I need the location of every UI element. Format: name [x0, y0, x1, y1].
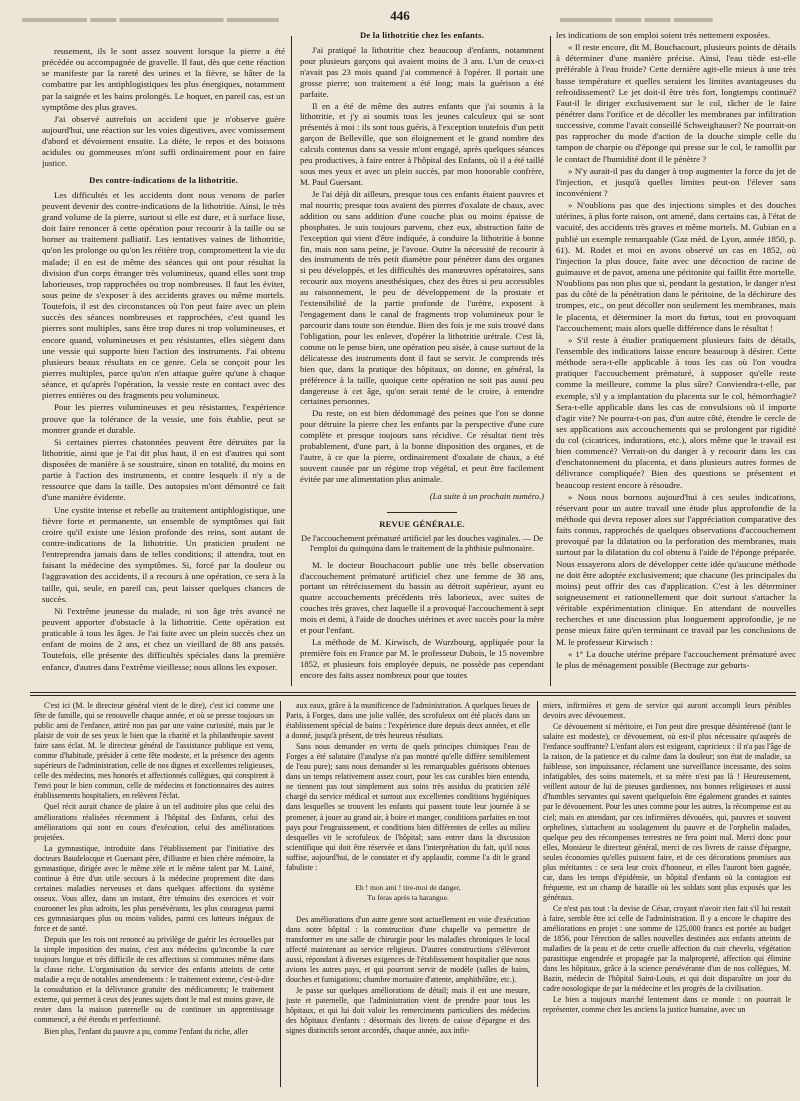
verse-quote [286, 883, 530, 903]
paragraph: Ce dévouement si méritoire, et l'on peut dire presque désintéressé (tant le salaire est modeste), ce dévouement, où est-il plus nécessaire qu'auprès de l'enfance souffrante? L'enfant alors est exigeant, capricieux : il n'a pas l'âge de la raison, de la patience et du calme dans la douleur; son état de maladie, sa faiblesse, son impuissance, réclament une surveillance incessante, des soins infatigables, des soins maternels, et sa mère n'est pas là ! Heureusement, veillent autour de lui de pieuses gardiennes, nos bonnes religieuses et aussi d'humbles servantes qui savent quelquefois être également grandes et saintes par le dévouement. Pour les unes comme pour les autres, la récompense est au ciel; mais en attendant, par ces infirmières dévouées, qui, pauvres et souvent orphelines, s'attachent au soulagement du pauvre et de l'orphelin malades, quelque peu des récompenses terrestres ne fera point mal. Merci donc pour elles, Monsieur le directeur général, merci de ces livrets de caisse d'épargne, seules économies qu'elles puissent faire, et de ces décorations promises aux plus méritantes : ce sera leur croix d'honneur, et elles l'auront bien gagnée, car, dans les temps d'épidémie, un hôpital d'enfants où la contagion est fréquente, est un champ de bataille où les soldats sont plus exposés que les généraux. [543, 722, 791, 902]
paragraph: « 1° La douche utérine prépare l'accouchement prématuré avec le plus de ménagement possible (Bectrage zur geburts- [556, 648, 796, 670]
continuation-note: (La suite à un prochain numéro.) [429, 490, 544, 501]
separator-rule [387, 512, 457, 513]
article-column-3 [556, 30, 796, 686]
column-divider [550, 36, 551, 686]
paragraph: « Il reste encore, dit M. Bouchacourt, plusieurs points de détails à déterminer d'une manière précise. Ainsi, l'eau tiède est-elle préférable à l'eau froide? Cette dernière agit-elle mieux à une très basse température et quelles seraient les limites avantageuses du refroidissement? Le jet doit-il être très fort, longtemps continué? Faut-il le diriger exclusivement sur le col, tâcher de le faire pénétrer dans l'orifice et de décoller les membranes par infiltration successive, comme l'avait conseillé Schweighauser? Ne pourrait-on pas rapprocher du mode d'action de la douche simple celle du tampon de charpie ou d'éponge qui presse sur le col, le ramollit par le contact de l'humidité dont il le pénètre ? [556, 42, 796, 164]
paragraph: les indications de son emploi soient très nettement exposées. [556, 30, 771, 40]
feuilleton-divider [30, 695, 796, 696]
paragraph: Il en a été de même des autres enfants que j'ai soumis à la lithotritie, et j'y ai soumis tous les jeunes calculeux qui se sont présentés à moi : ils sont tous guéris, à l'exception toutefois d'un petit garçon de Belleville, que son éloignement et le grand nombre des calculs contenus dans sa vessie m'ont engagé, après quelques séances peu productives, à faire entrer à l'hôpital des Enfants, où il a été taillé sous mes yeux et avec un plein succès, par mon honorable confrère, M. Paul Guersant. [300, 100, 544, 187]
paragraph: La gymnastique, introduite dans l'établissement par l'initiative des docteurs Baudelocque et Guersant père, d'illustre et bien chère mémoire, la gymnastique, dirigée avec le même zèle et le même talent par M. Lainé, continue à être d'un utile secours à la médecine proprement dite dans certaines maladies nerveuses et dans quelques affections du système osseux. Vous allez, dans un instant, être témoins des exercices et voir couronner les plus adroits, les plus persévérants, les plus courageux parmi ces gymnasiarques plus ou moins valides, parmi ces lutteurs inégaux de force et de santé. [34, 843, 274, 934]
paragraph: Depuis que les rois ont renoncé au privilège de guérir les écrouelles par la simple imposition des mains, c'est aux médecins qu'incombe la cure toujours longue et très difficile de ces affections si communes même dans la classe riche. L'organisation du service des enfants atteints de cette maladie a reçu de notables amendements : le traitement externe, c'est-à-dire la consultation et la délivrance gratuite des médicaments; le traitement externe, qui permet à ceux des jeunes sujets dont le mal est moins grave, de rester dans la maison paternelle ou de continuer un apprentissage commencé, a été étendu et perfectionné. [34, 935, 274, 1025]
page-header [0, 8, 800, 30]
page-number: 446 [390, 8, 410, 23]
bleed-through-text: ▬▬▬▬ ▬▬ ▬▬ ▬▬▬ [560, 10, 713, 25]
paragraph: J'ai observé autrefois un accident que je n'observe guère aujourd'hui, une réaction sur les voies digestives, avec vomissement d'abord et dévoiement ensuite. La diète, le repos et des boissons acidules ou gommeuses m'ont suffi ordinairement pour en faire justice. [42, 113, 285, 169]
section-summary: De l'accouchement prématuré artificiel par les douches vaginales. — De l'emploi du quinquina dans le traitement de la phthisie pulmonaire. [301, 533, 543, 553]
paragraph: Le bien a toujours marché lentement dans ce monde : on pourrait le représenter, comme chez les anciens la justice humaine, avec un [543, 995, 791, 1015]
paragraph: Je passe sur quelques améliorations de détail; mais il est une mesure, juste et paternelle, que l'administration vient de prendre pour tous les hôpitaux, et qui lui doit valoir les remerciments particuliers des médecins des hôpitaux d'enfants : désormais des livrets de caisse d'épargne et des signes distinctifs seront accordés, chaque année, aux infir- [286, 986, 530, 1036]
article-column-1 [42, 46, 285, 686]
article-column-2 [300, 30, 544, 686]
paragraph: » N'oublions pas que des injections simples et des douches utérines, à plus forte raison, ont amené, dans certains cas, à l'état de vacuité, des accidents très graves et même mortels. M. Gubian en a publié un exemple remarquable (Gaz méd. de Lyon, année 1850, p. 61). M. Rodet et moi en avons observé un cas en 1852, où l'injection la plus douce, faite avec une décoction de racine de guimauve et de pavot, amena une péritonite qui faillit être mortelle. N'oublions pas non plus que si, pendant la gestation, le danger n'est pas du côté de la pénétration dans le péritoine, de la déchirure des trompes, etc., on peut décoller non seulement les membranes, mais le placenta, et déterminer la mort du fœtus, tout en provoquant l'accouchement; mais alors quelle différence dans le résultat ! [556, 200, 796, 333]
bleed-through-text: ▬▬▬▬▬ ▬▬ ▬▬▬▬▬▬▬▬ ▬▬▬▬ [22, 10, 279, 25]
column-divider [537, 701, 538, 1087]
paragraph: Une cystite intense et rebelle au traitement antiphlogistique, une fièvre forte et permanente, un ensemble de symptômes qui fait croire qu'il existe une lésion profonde des reins, sont autant de contre-indications de la lithotritie. Un praticien prudent ne l'entreprendra jamais dans de telles conditions; il attendra, tout en faisant la médecine des symptômes. Si, forcé par la douleur ou l'aggravation des accidents, il a recours à une opération, ce sera à la taille, qui, seule, en pareil cas, peut laisser quelques chances de succès. [42, 504, 285, 604]
section-heading: De la lithotritie chez les enfants. [360, 30, 484, 40]
paragraph: Sans nous demander en vertu de quels principes chimiques l'eau de Forges a été salutaire (l'analyse n'a pas montré qu'elle diffère sensiblement de l'eau pure); sans nous demander si les remarquables guérisons obtenues dans un temps relativement assez court, pour les cas curables bien entendu, ne tiennent pas tout simplement aux soins très assidus du praticien zélé chargé du service médical et surtout aux excellentes conditions hygiéniques dans lesquelles se trouvent les enfants qui passent toute leur journée à se promener, à jouer au grand air, à boire et manger, conditions parfaites en tout pays pour l'engraissement, et conditions bien différentes de celles au milieu desquelles vit le scrofuleux de l'hôpital; sans entrer dans la discussion scientifique qui doit être réservée et dans l'interprétation du fait, qu'il nous suffise, aujourd'hui, de le constater et d'y applaudir, comme l'a dit le grand fabuliste : [286, 742, 530, 872]
paragraph: Ni l'extrême jeunesse du malade, ni son âge très avancé ne peuvent apporter d'obstacle à la lithotritie. Cette opération est praticable à tous les âges. Je l'ai faite avec un plein succès chez un enfant de moins de 2 ans, et chez un vieillard de 88 ans passés. Toutefois, elle présente des difficultés spéciales dans la première enfance, d'autres dans l'extrême vieillesse; nous allons les exposer. [42, 605, 285, 672]
paragraph: Bien plus, l'enfant du pauvre a pu, comme l'enfant du riche, aller [44, 1026, 248, 1036]
feuilleton-column-3 [543, 701, 791, 1087]
paragraph: Des améliorations d'un autre genre sont actuellement en voie d'exécution dans notre hôpital : la construction d'une chapelle va permettre de transformer en une salle de chirurgie pour les maladies chroniques le local affecté maintenant au service religieux. D'autres constructions s'élèveront aussi, répondant à diverses exigences de l'établissement hospitalier que nous avions les autres pays, et qui pourront servir de modèle (salles de bains, douches et fumigations; chambre mortuaire d'attente, amphithéâtre, etc.). [286, 914, 530, 985]
paragraph: Je l'ai déjà dit ailleurs, presque tous ces enfants étaient pauvres et mal nourris; presque tous avaient des pierres d'oxalate de chaux, avec addition ou sans addition d'une couche plus ou moins épaisse de phosphates. Je suis toujours parvenu, chez eux, abstraction faite de l'exception qui vient d'être indiquée, à conduire la lithotritie à bonne fin, mais non sans peine, je l'avoue. Outre la nécessité de recourir à des instruments de très petit diamètre pour pénétrer dans des organes si peu développés, et les difficultés des manœuvres opératoires, sans recourir aux moyens anesthésiques, chez des êtres si peu accessibles au raisonnement, le peu de développement de la prostate et l'extensibilité de la partie profonde de l'urètre, exposent à l'engagement dans le canal de fragments trop volumineux pour le parcourir dans toute son étendue. Bien des fois je me suis trouvé dans l'obligation, pour les enlever, d'opérer la lithotritie urétrale. C'est là, comme on le pense bien, une opération peu aisée, à cause surtout de la délicatesse des instruments dont il faut se servir. Je comprends très bien que, dans la pratique des hôpitaux, on donne, en général, la préférence à la taille, quoique cette opération ne soit pas aussi peu dangereuse à cet âge, qu'on serait tenté de le croire, à entendre certaines personnes. [300, 188, 544, 407]
paragraph: Si certaines pierres chatonnées peuvent être détruites par la lithotritie, ainsi que je l'ai dit plus haut, il en est d'autres qui sont disposées de manière à se soustraire, sinon en totalité, du moins en partie à l'action des instruments, et contre lesquels il n'y a de ressource que dans la taille. Des autopsies m'ont démontré ce fait d'une manière évidente. [42, 436, 285, 503]
paragraph: reusement, ils le sont assez souvent lorsque la pierre a été précédée ou accompagnée de gravelle. Il faut, dès que cette réaction se manifeste par la rareté des urines et la fièvre, se hâter de la combattre par les antiphlogistiques les plus énergiques, notamment par la saignée et les bains prolongés. Le hoquet, en pareil cas, est un symptôme des plus graves. [42, 46, 285, 112]
paragraph: aux eaux, grâce à la munificence de l'administration. A quelques lieues de Paris, à Forges, dans une jolie vallée, des scrofuleux ont été placés dans un établissement spécial de bains : l'expérience dure depuis deux années, et elle a donné, jusqu'à présent, de très heureux résultats. [286, 701, 530, 741]
paragraph: » N'y aurait-il pas du danger à trop augmenter la force du jet de l'injection, et jusqu'à quelles limites peut-on l'élever sans inconvénient ? [556, 165, 796, 198]
paragraph: J'ai pratiqué la lithotritie chez beaucoup d'enfants, notamment pour plusieurs garçons qui avaient moins de 3 ans. L'un de ceux-ci n'avait pas 23 mois quand j'ai commencé à l'opérer. Il portait une grosse pierre; son traitement a été long; mais la guérison a été parfaite. [300, 44, 544, 99]
paragraph: La méthode de M. Kirwisch, de Wurzbourg, appliquée pour la première fois en France par M. le professeur Dubois, le 15 novembre 1852, et plusieurs fois employée depuis, ne possède pas cependant encore des faits assez nombreux pour que toutes [300, 637, 544, 680]
section-heading: Des contre-indications de la lithotritie. [89, 174, 238, 185]
column-divider [280, 701, 281, 1087]
paragraph: miers, infirmières et gens de service qui auront accompli leurs pénibles devoirs avec dévouement. [543, 701, 791, 721]
paragraph: C'est ici (M. le directeur général vient de le dire), c'est ici comme une fête de famille, qui se renouvelle chaque année, et où se presse toujours un public ami de l'enfance, attiré non pas par une vaine curiosité, mais par le plaisir de voir de ses yeux le bien que la charité et la philanthropie savent faire sans éclat. M. le directeur général de l'assistance publique est venu, comme d'habitude, présider à cette fête modeste, et la présence des agents supérieurs de l'administration, celle de nos dignes et excellentes religieuses, celle des médecins, mes honorés et affectionnés collègues, qui conspirent à l'envi pour le bien commun, celle de médecins et fonctionnaires des autres établissements hospitaliers, en relèvent l'éclat. [34, 701, 274, 801]
paragraph: M. le docteur Bouchacourt publie une très belle observation d'accouchement prématuré artificiel chez une femme de 38 ans, portant un rétrécissement du bassin au détroit supérieur, ayant eu quatre accouchements précédents très laborieux, avec suites de couches très graves, chez laquelle il a provoqué l'accouchement à sept mois et demi, à l'aide de douches utérines et avec succès pour la mère et pour l'enfant. [300, 559, 544, 636]
paragraph: Du reste, on est bien dédommagé des peines que l'on se donne pour détruire la pierre chez les enfants par la perspective d'une cure complète et presque toujours sans récidive. Ce résultat tient très probablement, d'une part, à la bonne disposition des organes, et de l'autre, à ce que la pierre, ordinairement d'oxalate de chaux, a été souvent causée par un régime trop végétal, et peut être facilement évitée par une alimentation plus animale. [300, 408, 544, 484]
paragraph: Les difficultés et les accidents dont nous venons de parler peuvent devenir des contre-indications de la lithotritie. Ainsi, le très grand volume de la pierre, surtout si elle est dure, et à surface lisse, doit faire renoncer à cette opération pour recourir à la taille ou se borner au traitement palliatif. Les tentatives vaines de lithotritie, qu'on les prolonge ou qu'on les réitère trop, compromettent la vie du malade; il en est de même des séances qui ont pour résultat la division d'un corps étranger très volumineux, quand elles sont trop laborieuses, trop rapprochées ou trop nombreuses. Il faut les éviter, sous peine de s'exposer à des accidents graves ou même mortels. Toutefois, il est des circonstances où l'on peut faire avec un plein succès des séances nombreuses et rapprochées, c'est quand les pierres sont multiples, sans être trop dures ni trop volumineuses, et encore quand, volumineuses et peu résistantes, elles siègent dans une vessie qui supporte bien l'action des instruments. J'ai obtenu plusieurs beaux résultats en ce genre. Cela se conçoit pour les pierres multiples, parce qu'on n'en attaque guère qu'une à chaque séance, et qu'après l'opération, la vessie reste en contact avec des pierres entières ou des fragments peu volumineux. [42, 189, 285, 401]
paragraph: Quel récit aurait chance de plaire à un tel auditoire plus que celui des améliorations réalisées récemment à l'hôpital des Enfants, celui des améliorations qui sont en cours d'exécution, celui des améliorations projetées. [34, 802, 274, 842]
paragraph: Ce n'est pas tout : la devise de César, croyant n'avoir rien fait s'il lui restait à faire, semble être ici celle de l'administration. Il y a encore le chapitre des améliorations en projet : une somme de 125,000 francs est portée au budget de 1856, pour l'érection de salles nouvelles destinées aux enfants atteints de maladies de la peau et de cette cruelle affection du cuir chevelu, végétation parasitique engendrée et propagée par la malpropreté, affection qui élimine dans les hôpitaux, grâce à la science persévérante d'un de nos collègues, M. Bazin, médecin de l'hôpital Saint-Louis, et qui doit disparaître un jour du cadre nosologique de par la médecine et les progrès de la civilisation. [543, 903, 791, 994]
section-title: REVUE GÉNÉRALE. [379, 518, 465, 529]
paragraph: Pour les pierres volumineuses et peu résistantes, l'expérience prouve que la tolérance de la vessie, une fois établie, peut se montrer grande et durable. [42, 402, 285, 435]
feuilleton-divider [30, 692, 796, 693]
feuilleton-column-2 [286, 701, 530, 1087]
feuilleton-column-1 [34, 701, 274, 1087]
paragraph: » S'il reste à étudier pratiquement plusieurs faits de détails, l'ensemble des indications laisse encore beaucoup à désirer. Cette méthode sera-t-elle applicable à tous les cas où l'on voudra pratiquer l'accouchement prématuré, à supposer qu'elle reste comme la meilleure, comme la plus sûre? Conviendra-t-elle, par exemple, s'il y a implantation du placenta sur le col, hémorrhagie? Sera-t-elle applicable dans les cas de convulsions où il importe d'agir vite? Ne pourra-t-on pas, d'un autre côté, étendre le cercle de ses applications aux accouchements qui se prolongent par rigidité du col (cicatrices, indurations, etc.), alors même que le travail est bien commencé? Verrait-on du danger à y recourir dans les cas d'enchatonnement du placenta, et dans plusieurs autres formes de délivrance compliquée? Bien des questions se présentent et beaucoup restent encore à résoudre. [556, 334, 796, 490]
verse-line: Tu feras après ta harangue. [367, 892, 449, 902]
verse-line: Eh ! mon ami ! tire-moi de danger, [355, 882, 461, 892]
column-divider [291, 36, 292, 686]
paragraph: » Nous nous bornons aujourd'hui à ces seules indications, réservant pour un autre travail une étude plus approfondie de la méthode qui devra reposer alors sur l'appréciation comparative des faits connus, rapprochés de quelques observations d'accouchement provoqué par la dilatation ou la perforation des membranes, mais surtout par la dilatation du col obtenu à l'aide de l'éponge préparée. Nous essayerons alors de développer cette idée qu'aucune méthode ne doit être adoptée exclusivement; que chacune (les principales du moins) peut offrir des cas d'application. C'est à les déterminer soigneusement et rationnellement que doit surtout s'attacher la véritable expérimentation clinique. En attendant de nouvelles recherches et une discussion plus longuement approfondie, je ne pense mieux faire qu'en terminant ce travail par les conclusions de M. le professeur Kirwisch : [556, 491, 796, 647]
